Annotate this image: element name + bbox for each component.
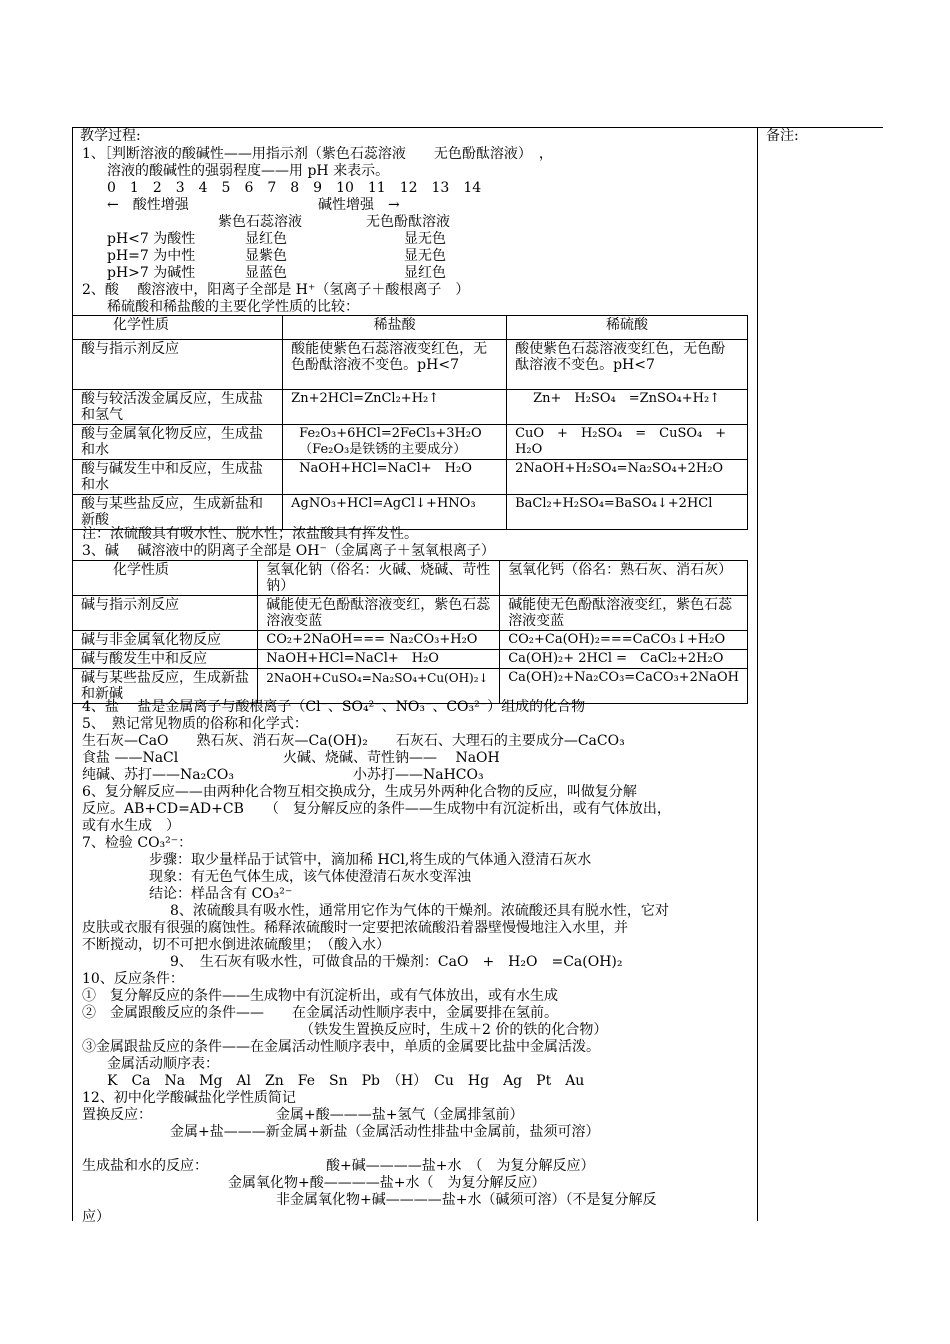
ph-row-2: pH=7 为中性 [107, 248, 196, 264]
acid-th-property-text: 化学性质 [113, 317, 169, 333]
s10-cond3: ③金属跟盐反应的条件——在金属活动性顺序表中，单质的金属要比盐中金属活泼。 [82, 1039, 600, 1055]
s6-line3: 或有水生成 ） [82, 818, 180, 834]
s5-title: 5、 熟记常见物质的俗称和化学式： [82, 716, 308, 732]
acid-cell: 酸与金属氧化物反应，生成盐和水 [73, 425, 283, 460]
s8-line2: 皮肤或衣服有很强的腐蚀性。稀释浓硫酸时一定要把浓硫酸沿着器壁慢慢地注入水里，并 [82, 920, 628, 936]
s4-title: 4、盐 盐是金属离子与酸根离子（Cl⁻、SO₄²⁻、NO₃⁻、CO₃²⁻）组成的化合物 [82, 699, 586, 715]
base-cell: CO₂+2NaOH=== Na₂CO₃+H₂O [258, 631, 500, 650]
base-cell: 2NaOH+CuSO₄=Na₂SO₄+Cu(OH)₂↓ [258, 669, 500, 704]
s10-cond2b: （铁发生置换反应时，生成＋2 价的铁的化合物） [300, 1022, 608, 1038]
base-cell: 碱能使无色酚酞溶液变红，紫色石蕊溶液变蓝 [258, 596, 500, 631]
base-cell: 碱能使无色酚酞溶液变红，紫色石蕊溶液变蓝 [500, 596, 748, 631]
acid-cell: 酸与碱发生中和反应，生成盐和水 [73, 460, 283, 495]
s5-line2b: 火碱、烧碱、苛性钠—— NaOH [283, 750, 500, 766]
acid-cell: BaCl₂+H₂SO₄=BaSO₄↓+2HCl [507, 495, 748, 530]
base-cell: CO₂+Ca(OH)₂===CaCO₃↓+H₂O [500, 631, 748, 650]
base-cell: Ca(OH)₂+ 2HCl = CaCl₂+2H₂O [500, 650, 748, 669]
s2-title: 2、酸 酸溶液中，阳离子全部是 H⁺（氢离子＋酸根离子 ） [82, 282, 470, 298]
s12-title: 12、初中化学酸碱盐化学性质简记 [82, 1090, 296, 1106]
alkalinity-arrow: 碱性增强 → [318, 197, 400, 213]
ph-row-1-c2: 显无色 [404, 231, 446, 247]
s5-line1: 生石灰—CaO 熟石灰、消石灰—Ca(OH)₂ 石灰石、大理石的主要成分—CaCO₃ [82, 733, 625, 749]
indicator-col1: 紫色石蕊溶液 [218, 214, 302, 230]
base-th-naoh-text: 氢氧化钠（俗名：火碱、烧碱、苛性钠） [266, 562, 491, 594]
acid-cell: CuO + H₂SO₄ = CuSO₄ + H₂O [507, 425, 748, 460]
ph-row-3: pH>7 为碱性 [107, 265, 196, 281]
acid-th-h2so4 [507, 316, 748, 340]
base-cell: 碱与某些盐反应，生成新盐和新碱 [73, 669, 258, 704]
base-th-caoh2 [500, 561, 748, 596]
s5-line2a: 食盐 ——NaCl [82, 750, 179, 766]
acid-th-property [73, 316, 283, 340]
ph-row-3-c1: 显蓝色 [245, 265, 287, 281]
acid-cell: Zn+ H₂SO₄ =ZnSO₄+H₂↑ [507, 390, 748, 425]
acid-cell: Fe₂O₃+6HCl=2FeCl₃+3H₂O（Fe₂O₃是铁锈的主要成分） [283, 425, 507, 460]
acid-cell: 酸与某些盐反应，生成新盐和新酸 [73, 495, 283, 530]
salt-water-3: 非金属氧化物+碱————盐+水（碱须可溶）（不是复分解反 [276, 1192, 657, 1208]
s1-line2: 溶液的酸碱性的强弱程度——用 pH 来表示。 [107, 163, 390, 179]
s7-conclusion: 结论：样品含有 CO₃²⁻ [149, 886, 293, 902]
base-th-property [73, 561, 258, 596]
base-th-property-text: 化学性质 [113, 562, 169, 578]
s10-title: 10、反应条件： [82, 971, 184, 987]
replacement-label: 置换反应： [82, 1107, 152, 1123]
acid-cell: Zn+2HCl=ZnCl₂+H₂↑ [283, 390, 507, 425]
notes-divider [757, 127, 758, 1221]
indicator-col2: 无色酚酞溶液 [366, 214, 450, 230]
acid-cell: 酸与指示剂反应 [73, 340, 283, 390]
s7-step: 步骤：取少量样品于试管中，滴加稀 HCl,将生成的气体通入澄清石灰水 [149, 852, 592, 868]
s5-line3a: 纯碱、苏打——Na₂CO₃ [82, 767, 235, 783]
acid-th-hcl [283, 316, 507, 340]
base-th-caoh2-text: 氢氧化钙（俗名：熟石灰、消石灰） [508, 562, 733, 578]
salt-water-label: 生成盐和水的反应： [82, 1158, 208, 1174]
s5-line3b: 小苏打——NaHCO₃ [353, 767, 484, 783]
base-cell: 碱与酸发生中和反应 [73, 650, 258, 669]
acid-cell: 酸使紫色石蕊溶液变红色，无色酚酞溶液不变色。pH<7 [507, 340, 748, 390]
replacement-1: 金属+酸———盐+氢气（金属排氢前） [276, 1107, 524, 1123]
s8-line3: 不断搅动，切不可把水倒进浓硫酸里； （酸入水） [82, 937, 390, 953]
acid-cell: 2NaOH+H₂SO₄=Na₂SO₄+2H₂O [507, 460, 748, 495]
salt-water-2: 金属氧化物+酸————盐+水（ 为复分解反应） [228, 1175, 546, 1191]
acid-table [72, 315, 748, 530]
s7-phenomenon: 现象：有无色气体生成，该气体使澄清石灰水变浑浊 [149, 869, 471, 885]
s2-note: 注：浓硫酸具有吸水性、脱水性；浓盐酸具有挥发性。 [82, 526, 418, 542]
s10-cond2: ② 金属跟酸反应的条件—— 在金属活动性顺序表中，金属要排在氢前。 [82, 1005, 558, 1021]
base-th-naoh [258, 561, 500, 596]
s1-title: 1、［判断溶液的酸碱性——用指示剂（紫色石蕊溶液 无色酚酞溶液） ， [82, 146, 553, 162]
salt-water-1: 酸+碱————盐+水 （ 为复分解反应） [326, 1158, 595, 1174]
s6-line1: 6、复分解反应——由两种化合物互相交换成分，生成另外两种化合物的反应，叫做复分解 [82, 784, 637, 800]
ph-row-2-c1: 显紫色 [245, 248, 287, 264]
acid-cell: 酸与较活泼金属反应，生成盐和氢气 [73, 390, 283, 425]
ph-row-1: pH<7 为酸性 [107, 231, 196, 247]
base-cell: 碱与指示剂反应 [73, 596, 258, 631]
s10-cond1: ① 复分解反应的条件——生成物中有沉淀析出，或有气体放出，或有水生成 [82, 988, 558, 1004]
ph-row-1-c1: 显红色 [245, 231, 287, 247]
s6-line2: 反应。AB+CD=AD+CB （ 复分解反应的条件——生成物中有沉淀析出，或有气体放出， [82, 801, 671, 817]
base-cell: Ca(OH)₂+Na₂CO₃=CaCO₃+2NaOH [500, 669, 748, 704]
acid-th-hcl-text: 稀盐酸 [373, 317, 416, 333]
s9-line1: 9、 生石灰有吸水性，可做食品的干燥剂：CaO + H₂O =Ca(OH)₂ [170, 954, 623, 970]
acid-cell: AgNO₃+HCl=AgCl↓+HNO₃ [283, 495, 507, 530]
replacement-2: 金属+盐———新金属+新盐（金属活动性排盐中金属前，盐须可溶） [170, 1124, 600, 1140]
s2-subtitle: 稀硫酸和稀盐酸的主要化学性质的比较： [107, 299, 359, 315]
salt-water-3b: 应） [82, 1209, 110, 1225]
activity-series: K Ca Na Mg Al Zn Fe Sn Pb （H） Cu Hg Ag Pt Au [107, 1073, 585, 1089]
notes-label: 备注: [766, 128, 799, 144]
base-cell: 碱与非金属氧化物反应 [73, 631, 258, 650]
ph-row-3-c2: 显红色 [404, 265, 446, 281]
base-table [72, 560, 748, 704]
s10-seq-title: 金属活动顺序表： [107, 1056, 219, 1072]
ph-row-2-c2: 显无色 [404, 248, 446, 264]
teaching-process-label: 教学过程: [80, 128, 141, 144]
acid-th-h2so4-text: 稀硫酸 [606, 317, 649, 333]
acidity-arrow: ← 酸性增强 [107, 197, 189, 213]
s8-line1: 8、浓硫酸具有吸水性，通常用它作为气体的干燥剂。浓硫酸还具有脱水性，它对 [170, 903, 669, 919]
acid-cell: 酸能使紫色石蕊溶液变红色，无色酚酞溶液不变色。pH<7 [283, 340, 507, 390]
top-rule [72, 127, 883, 128]
acid-cell: NaOH+HCl=NaCl+ H₂O [283, 460, 507, 495]
s7-title: 7、检验 CO₃²⁻： [82, 835, 193, 851]
s3-title: 3、碱 碱溶液中的阴离子全部是 OH⁻（金属离子＋氢氧根离子） [82, 543, 495, 559]
base-cell: NaOH+HCl=NaCl+ H₂O [258, 650, 500, 669]
ph-scale: 0 1 2 3 4 5 6 7 8 9 10 11 12 13 14 [107, 180, 482, 196]
